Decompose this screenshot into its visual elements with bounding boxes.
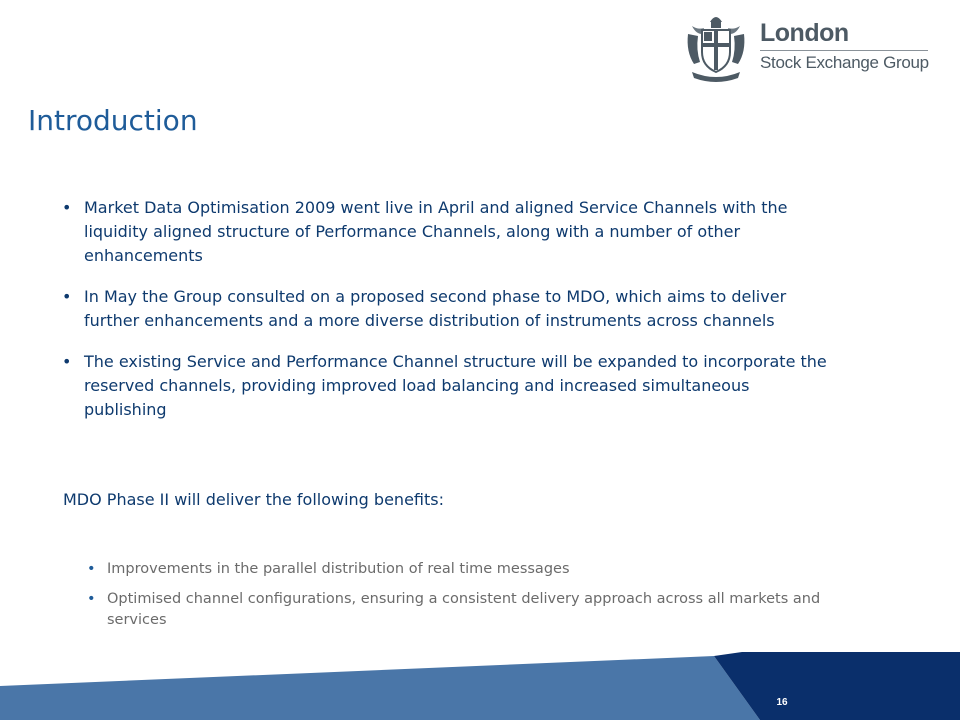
coat-of-arms-icon bbox=[684, 12, 748, 82]
benefits-list bbox=[87, 559, 877, 640]
footer-band-light bbox=[0, 656, 760, 720]
footer-band bbox=[0, 652, 960, 720]
logo-name: London bbox=[760, 19, 849, 47]
slide-title: Introduction bbox=[28, 104, 198, 137]
intro-bullet-list bbox=[62, 196, 832, 439]
bullet-item: • Market Data Optimisation 2009 went live in April and aligned Service Channels with the liquidity aligned structure of Performance Channels, along with a number of other enhancements bbox=[62, 196, 832, 268]
page-number: 16 bbox=[776, 697, 788, 708]
company-logo bbox=[684, 12, 934, 82]
logo-subtitle: Stock Exchange Group bbox=[760, 53, 929, 72]
bullet-item: • In May the Group consulted on a proposed second phase to MDO, which aims to deliver further enhancements and a more diverse distribution of instruments across channels bbox=[62, 285, 832, 333]
benefit-item: • Improvements in the parallel distribution of real time messages bbox=[87, 559, 877, 580]
logo-divider bbox=[760, 50, 928, 51]
benefit-item: • Optimised channel configurations, ensuring a consistent delivery approach across all markets and services bbox=[87, 589, 877, 631]
bullet-item: • The existing Service and Performance Channel structure will be expanded to incorporate the reserved channels, providing improved load balancing and increased simultaneous publishing bbox=[62, 350, 832, 422]
benefits-heading: MDO Phase II will deliver the following benefits: bbox=[63, 490, 444, 509]
logo-wordmark bbox=[760, 20, 934, 73]
